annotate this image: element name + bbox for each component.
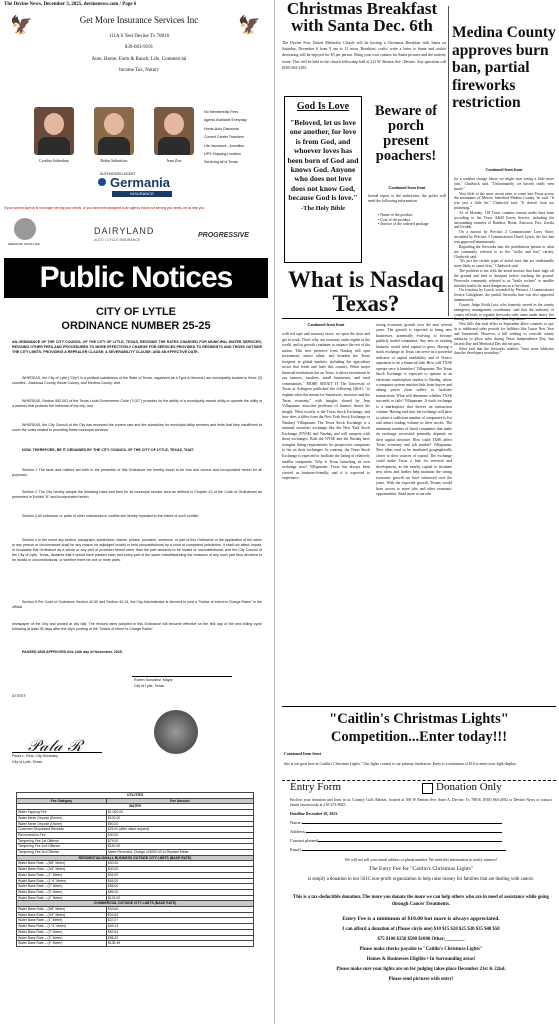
- whereas-1: WHEREAS, the City of Lytle ("City") is a political subdivision of the State of Texas, organized as a Type A General Law municipality located in three (3) counties - Atascosa County, Bexar County, and Medina County; and: [12, 376, 262, 385]
- table-title: UTILITIES: [17, 793, 254, 799]
- table-cell: $30.00: [106, 867, 253, 873]
- porch-body: formal report to the authorities, the police will need the following information:: [368, 194, 446, 203]
- hermann-label: HERMANN SONS LIFE: [8, 242, 40, 246]
- agency-address: 111A S Teel Devine Tx 78016: [108, 34, 170, 39]
- nasdaq-title: What is Nasdaq Texas?: [288, 267, 444, 316]
- table-cell: $138.49: [106, 941, 253, 947]
- table-cell: $62.63: [106, 929, 253, 935]
- agent-name: Cynthia Saltenfuss: [38, 158, 70, 163]
- table-cell: Water Base Rate – (3" Meter): [17, 889, 107, 895]
- form-field[interactable]: Contact phone#: [290, 838, 552, 847]
- table-cell: Water Base Rate – (4" Meter): [17, 941, 107, 947]
- agency-name: Get More Insurance Services Inc: [79, 15, 199, 25]
- porch-list: [368, 213, 446, 227]
- eagle-icon: 🦅: [10, 15, 33, 35]
- agent-photo: [154, 107, 194, 155]
- attest-label: ATTEST:: [12, 694, 27, 698]
- minimum-fee: Entry Fee is a minimum of $10.00 but more is always appreciated.: [342, 916, 500, 922]
- table-cell: $124.00: [106, 895, 253, 901]
- caitlin-title: "Caitlin's Christmas Lights" Competition...Enter today!!!: [329, 711, 509, 745]
- section-2: Section 2 The City hereby adopts the following rates and fees for its municipal service area as defined in Chapter 42 of the Code of Ordinances as presented in Exhibit "A" and incorporated herein.: [12, 490, 262, 499]
- table-cell: $33.60: [106, 907, 253, 913]
- entry-instructions: Enclose your donation and form in at, Country Gal's Market, located at 108 W Benton Ave, Suite A, Devine, Tx 78016, (830) 663-2002 or Devine News or contact Justin Jaworowski at 210-273-9025.: [290, 798, 552, 807]
- tax-note: This is a tax-deductible donation. The more you donate the more we can help others who are in need of assistance while going through Cancer Treatments.: [293, 895, 549, 907]
- agency-tax: Income Tax, Notary: [119, 68, 159, 73]
- table-cell: Water Base Rate – (2" Meter): [17, 884, 107, 890]
- passed-approved: PASSED AND APPROVED this 24th day of November, 2025.: [22, 650, 123, 654]
- whereas-2: WHEREAS, Section 552.001 of the Texas Local Government Code ("LGC") provides for the ability of a municipally owned utility to operate the utility in a manner that protects the interests of the city; and: [12, 399, 262, 408]
- eagle-icon: 🦅: [238, 15, 261, 35]
- table-cell: Water Base Rate – (2" Meter): [17, 929, 107, 935]
- agency-phone: 830-663-9191: [124, 45, 154, 50]
- donation-checkbox[interactable]: [422, 783, 433, 794]
- table-cell: $44.00: [106, 878, 253, 884]
- nasdaq-col-2: strong economic growth over the next several years. The growth is expected to bring new businesses, potentially evolving to become publicly traded companies. Any new or existing business would need capital to grow. Having a stock exchange in Texas can serve as a powerful indicator of capital availability and of Texas's aspiration to be a financial hub. How will TXSE operate once it launches? Villupuram: The Texas Stock Exchange is expected to operate as an electronic marketplace similar to Nasdaq, where a computer system matches bids from buyers and asking prices from sellers to facilitate transactions. What will determine whether TXSE succeeds or fails? Villupuram: A stock exchange is a marketplace that thrives on transaction volume. Having said that, the exchange will have to attract a sufficient number of companies to list and attract trading volume in their stocks. The minimum number of listed companies that make an exchange successful primarily depends on their capital structure. How could TXSE affect Texas' economy and job market? Villupuram: New ideas tend to be incubated geographically closer to their sources of capital. The exchange could make Texas a hub for research and development, as the nearby capital to incubate new ideas and further help maintain the strong economic growth we have witnessed over the years. With the expected growth, Texans would have access to more jobs and other economic opportunities. Read more at uta.edu: [376, 323, 452, 497]
- judging-note: Please make sure your lights are on for judging takes place December 21st & 22nd.: [336, 967, 506, 972]
- service-item: Agents Available Everyday: [204, 118, 247, 123]
- caitlin-cont: Continued from front: [284, 751, 321, 756]
- table-cell: $75.00: [106, 838, 253, 844]
- table-cell: $30.00: [106, 832, 253, 838]
- pictures-note: Please send pictures with entry!: [388, 977, 454, 982]
- medina-body: for a weather change where we might start seeing a little more rain," Chadwick said. "Unfortunately, we haven't really seen much." Very little of the most recent rains to come into Texas across the mountains of Mexico benefited Medina County, he said. "It was just a little bit," Chadwick said. "It doesn't look too promising." As of Monday, 118 Texas counties remain under burn bans according to the Texas A&M Forest Service, including the surrounding counties of Bandera, Bexar, Atascosa, Frio, Zavala and Uvalde. On a motion by Precinct 2 Commissioner Larry Sittre, seconded by Precinct 3 Commissioner David Lynch, the fire ban was approved unanimously. Regarding the fireworks ban, the prohibitions pertain to what are commonly referred to as the "sticks and fins" variety, Chadwick said. "It's just the certain types of aerial ones that are traditionally more likely to cause fires," Chadwick said. The problem is not with the aerial mortars that burst high off the ground and tend to dissipate before reaching the ground. Fireworks commonly referred to as "bottle rockets" or smaller missiles tend to be more dangerous as a fire threat. On a motion by Lynch, seconded by Precinct 1 Commissioner Jessica Castiglione, the partial fireworks ban was also approved unanimously. County Judge Keith Lutz, who formerly served as the county emergency management coordinator, said that the authority of county officials to regulate fireworks sales came under heavy fire during the recent session of the state legislature. New bills that took effect in September allow counties to opt-in to additional sales periods for holidays like Lunar New Year and Juneteenth. However, a bill seeking to override county authority to allow sales during Texas Independence Day, San Jacinto Day and Memorial Day did not pass. Sittre said that the fireworks retailers "have more lobbyists than the developers nowadays.": [454, 177, 554, 356]
- table-cell: $25.00 (after initial request): [106, 827, 253, 833]
- table-cell: Water Base Rate – (3/4" Meter): [17, 912, 107, 918]
- col-header: Fee Amount: [106, 798, 253, 804]
- table-cell: $86.00: [106, 889, 253, 895]
- germania-logo: Germania: [110, 175, 170, 190]
- section-5: Section 5 Per Code of Ordinance Section 42-90 and Section 42-91, the City Administrator is directed to post a "Notice of Intent to Charge Rates" in the official: [12, 600, 262, 609]
- table-cell: Water Meter Deposit (Owner): [17, 821, 107, 827]
- dairyland-logo: DAIRYLAND: [94, 226, 155, 236]
- table-cell: $49.13: [106, 924, 253, 930]
- table-cell: Water Base Rate – (1 ½" Meter): [17, 878, 107, 884]
- mayor-name: Ruben Gonzalez, Mayor: [134, 678, 173, 682]
- secretary-city: City of Lytle, Texas: [12, 760, 42, 764]
- table-cell: Water Base Rate – (1 ½" Meter): [17, 924, 107, 930]
- table-cell: Tampering Fee 1st Offense: [17, 838, 107, 844]
- table-cell: Meter Removed; Charge of $200.00 to Replace Meter: [106, 850, 253, 856]
- service-item: Current Carrier Transfers: [204, 135, 244, 140]
- agency-lines: Auto, Home, Farm & Ranch, Life, Commercial: [91, 57, 187, 62]
- section-header: COMMERCIAL OUTSIDE CITY LIMITS (BASE RATE): [17, 901, 254, 907]
- table-cell: Water Meter Deposit (Renter): [17, 815, 107, 821]
- god-quote: "Beloved, let us love one another, for love is from God, and whoever loves has been born of God and knows God. Anyone who does not love does not know God, because God is love.": [287, 118, 359, 203]
- table-cell: $33.60: [106, 912, 253, 918]
- table-cell: Tampering Fee 3rd Offense: [17, 850, 107, 856]
- table-cell: $37.07: [106, 918, 253, 924]
- list-item: • Cost of the product: [378, 217, 411, 222]
- table-cell: Tampering Fee 2nd Offense: [17, 844, 107, 850]
- god-title: God Is Love: [296, 101, 350, 112]
- breakfast-body: The Devine First United Methodist Church will be hosting a Christmas Breakfast with Santa on Saturday, December 6 from 9 am to 12 noon. Breakfast, crafts, write a letter to Santa and cookie decorating will be enjoyed for $5 per person. Bring your own camera for Santa pictures and the nativity scene. This will be held in the church fellowship hall at 212 W. Benton Ave., Devine. Any questions call (830) 663-3185.: [282, 41, 446, 70]
- table-cell: Customer Requested Rereads: [17, 827, 107, 833]
- table-row: [17, 941, 254, 947]
- deadline: Deadline December 20, 2023.: [290, 812, 339, 816]
- page-header: The Devine News, December 3, 2025, devinenews.com / Page 6: [4, 2, 137, 7]
- afford-line: I can afford a donation of (Please circle one) $10 $15 $20 $25 $30 $35 $40 $50: [342, 927, 500, 932]
- table-cell: Water Base Rate – (4" Meter): [17, 895, 107, 901]
- city-seal-icon: [154, 710, 198, 754]
- secretary-name: Paola L. Rios, City Secretary: [12, 754, 58, 758]
- table-cell: Water Base Rate – (3" Meter): [17, 935, 107, 941]
- table-cell: $1,000.00: [106, 810, 253, 816]
- insurance-ad: [4, 10, 268, 255]
- ordinance-title: ORDINANCE NUMBER 25-25: [61, 320, 211, 332]
- breakfast-title: Christmas Breakfast with Santa Dec. 6th: [286, 0, 438, 35]
- checks-note: Please make checks payable to "Caitlin's Christmas Lights": [359, 947, 483, 952]
- dairyland-sub: AUTO • CYCLE INSURANCE: [94, 238, 141, 242]
- table-cell: Water Base Rate – (1" Meter): [17, 918, 107, 924]
- caitlin-body: this is our goal here at Caitlin's Christmas Lights." Our lights contest is our primary fundraiser. Entry is a minimum of $10 to enter your light display.: [284, 762, 517, 766]
- list-item: • Invoice of the ordered package: [378, 222, 429, 227]
- service-item: No Membership Fees: [204, 110, 239, 114]
- germania-sub: INSURANCE: [112, 191, 172, 197]
- agent-name: Robin Saltenfuss: [100, 158, 128, 163]
- fee-line: The Entry Fee for "Caitlin's Christmas Lights": [368, 866, 474, 872]
- table-cell: Water Base Rate – (5/8" Meter): [17, 907, 107, 913]
- utilities-table-wrap: [16, 792, 254, 947]
- public-notices-banner: Public Notices: [4, 258, 268, 298]
- agent-photo: [34, 107, 74, 155]
- section-3: Section 3 All ordinance or parts of other ordinances in conflict are hereby repealed to the extent of such conflict.: [22, 514, 200, 518]
- ordained: NOW, THEREFORE, BE IT ORDAINED BY THE CITY COUNCIL OF THE CITY OF LYTLE, TEXAS, THAT:: [22, 448, 195, 452]
- ordinance-intro: AN ORDINANCE OF THE CITY COUNCIL OF THE CITY OF LYTLE, TEXAS, REVISING THE RATES CHARGED FOR MUNICIPAL WATER SERVICES; REVISING OTHER FEES AND PROCEDURES TO MORE EFFECTIVELY CHARGE FOR SERVICES PROVIDED TO RESIDENTS AND THOSE OUTSIDE THE CITY LIMITS; PROVIDING A REPEALER CLAUSE; A SEVERABILITY CLAUSE; AND AN EFFECTIVE DATE.: [12, 340, 262, 354]
- donation-line: is simply a donation to our 501C non-profit organization to help raise money for families that are dealing with cancer.: [307, 877, 535, 882]
- porch-title: Beware of porch present poachers!: [374, 103, 438, 164]
- col-header: Fee Category: [17, 798, 107, 804]
- table-cell: Water Base Rate – (5/8" Meter): [17, 861, 107, 867]
- section-header: RESIDENTIAL/SMALL BUSINESS OUTSIDE CITY LIMITS (BASE RATE): [17, 855, 254, 861]
- service-item: Life Insurance , Annuities: [204, 143, 245, 148]
- germania-logo-icon: [98, 178, 106, 186]
- signature-icon: 𝒫𝒶𝓁𝒶 ℛ: [28, 736, 83, 755]
- table-cell: $30.00: [106, 861, 253, 867]
- table-cell: Reconnection Fee: [17, 832, 107, 838]
- hermann-sons-logo-icon: [14, 218, 36, 240]
- entry-fields: [290, 820, 552, 856]
- services-list: [204, 108, 247, 167]
- section-4: Section 4 In the event any section, paragraph, subdivision, clause, phrase, provision, sentence, or part of this Ordinance or the application of the same to any person or circumstance shall for any reason be adjudged invalid or held unconstitutional by a court of competent jurisdiction, it shall not affect, impair, or invalidate this Ordinance as a whole or any part of provision hereof other than the part declared to be invalid or unconstitutional; and the City Council of the City of Lytle, Texas, declares that it would have passed each and every part of the same notwithstanding the omission of any such part thus declared to be invalid or unconstitutional, or whether there be one or more parts.: [12, 538, 262, 562]
- medina-cont: Continued from front: [485, 167, 523, 172]
- utilities-table: [16, 792, 254, 947]
- entry-form-label: Entry Form: [290, 781, 342, 793]
- nasdaq-cont: Continued from front: [307, 322, 345, 327]
- form-field[interactable]: Email:: [290, 847, 552, 856]
- table-cell: $100.00: [106, 815, 253, 821]
- section-header: WATER: [17, 804, 254, 810]
- progressive-logo: PROGRESSIVE: [198, 232, 249, 239]
- donation-only-label: Donation Only: [436, 781, 502, 793]
- privacy-note: We will not sell your email address or phone number. We need this information to notify winners!: [344, 858, 498, 862]
- table-cell: $56.00: [106, 884, 253, 890]
- section-5-cont: newspaper of the City and posted at city hall. The revised rates adopted in this Ordinance will become effective on the first day of the new billing cycle following at least 30 days after the city's posting of the "Notice of Intent to Charge Rates".: [12, 622, 262, 631]
- afford-line-2: $75 $100 $250 $500 $1000 Other:________: [377, 937, 465, 942]
- form-field[interactable]: Address:: [290, 829, 552, 838]
- god-is-love-box: [284, 96, 362, 263]
- medina-title: Medina County approves burn ban, partial fireworks restriction: [452, 24, 556, 111]
- homes-note: Homes & Businesses Eligible • In Surrounding areas!: [366, 957, 476, 962]
- city-title: CITY OF LYTLE: [95, 306, 177, 318]
- whereas-3: WHEREAS, the City Council of the City has reviewed the current rate and fee schedules for municipal utility services and finds that they insufficient to cover the costs related to providing these municipal services.: [12, 423, 262, 432]
- table-cell: Water Base Rate – (3/4" Meter): [17, 867, 107, 873]
- service-item: Home-Auto Discounts: [204, 126, 239, 131]
- porch-cont: Continued from front: [388, 185, 426, 190]
- table-cell: $150.00: [106, 844, 253, 850]
- table-cell: $98.20: [106, 935, 253, 941]
- list-item: • Name of the product: [378, 213, 413, 217]
- god-source: -The Holy Bible: [300, 204, 346, 212]
- authorized-label: AUTHORIZED AGENT: [100, 172, 136, 176]
- service-item: Servicing all of Texas: [204, 160, 238, 165]
- nasdaq-col-1: with red tape and runaway taxes, we open the door and get to work. That's why our economy ranks eighth in the world, and its growth continues to outpace the rest of the nation. This new presence from Nasdaq will spur investment, attract talent, and broaden the Texas footprint in global markets, including the agriculture sector that feeds and fuels this country. When major financial institutions bet on Texas, it drives investment in our farmers, ranchers, small businesses, and rural communities." MORE ABOUT IT The University of Texas at Arlington published the following Q&A's "to explain what this means for businesses, investors and the Texas economy," with insights shared by Jens Villupuram, associate professor of finance, shares his insight. What exactly is the Texas Stock Exchange, and how does it differ from the New York Stock Exchange or Nasdaq? Villupuram: The Texas Stock Exchange is a national securities exchange like the New York Stock Exchange (NYSE) and Nasdaq, and will compete with those exchanges. Both the NYSE and the Nasdaq have stringent listing requirements for prospective companies to list on their exchanges. In contrast, the Texas Stock Exchange is expected to facilitate the listing of relatively smaller companies. Why is Texas launching its own exchange now? Villupuram: Texas has always been viewed as business-friendly, and it is expected to experience: [282, 332, 370, 481]
- section-1: Section 1 The facts and matters set forth in the preamble of this Ordinance are hereby found to be true and correct and incorporated herein for all purposes.: [12, 468, 262, 477]
- service-item: UPS Shipping Location: [204, 152, 241, 157]
- form-field[interactable]: Name:: [290, 820, 552, 829]
- table-cell: $34.00: [106, 872, 253, 878]
- table-cell: $50.00: [106, 821, 253, 827]
- table-cell: Water Tapping Fee: [17, 810, 107, 816]
- ad-disclaimer: If your current Agency is not longer serving your needs, or you have been assigned to an agency that is not serving you needs, let us help you.: [4, 206, 205, 210]
- mayor-city: City of Lytle, Texas: [134, 684, 164, 688]
- table-cell: Water Base Rate – (1" Meter): [17, 872, 107, 878]
- agent-name: Jenn Zerr: [166, 158, 182, 163]
- agent-photo: [94, 107, 134, 155]
